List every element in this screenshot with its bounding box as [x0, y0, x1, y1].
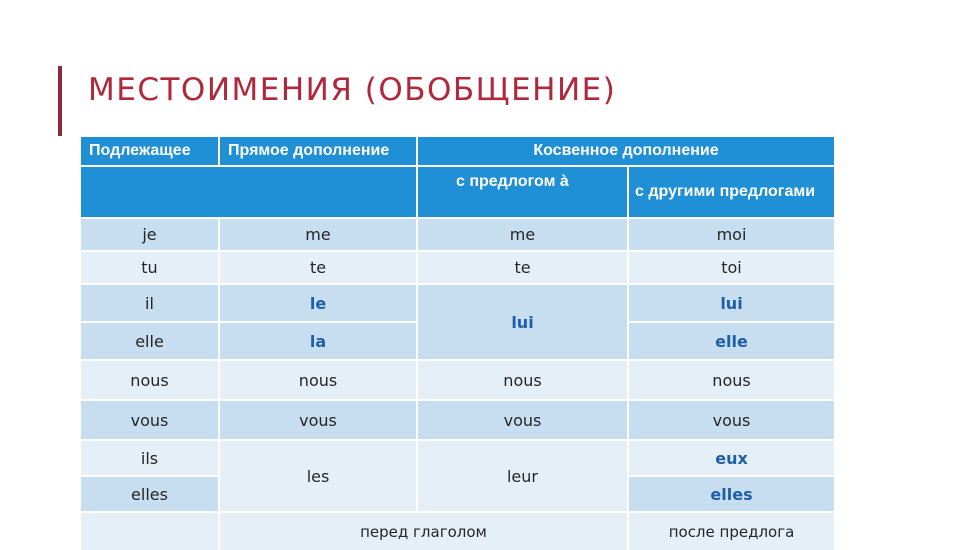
cell-indirect-other-elles: elles — [629, 477, 834, 511]
cell-indirect-other-vous: vous — [629, 401, 834, 439]
cell-direct-tu: te — [220, 252, 416, 283]
footer-blank — [81, 513, 218, 550]
cell-direct-3rd-plural: les — [220, 441, 416, 511]
cell-indirect-other-je: moi — [629, 219, 834, 250]
cell-subject-je: je — [81, 219, 218, 250]
cell-indirect-other-elle: elle — [629, 323, 834, 359]
cell-direct-nous: nous — [220, 361, 416, 399]
pronoun-table — [81, 137, 834, 550]
cell-direct-elle: la — [220, 323, 416, 359]
title-accent-bar — [58, 66, 62, 136]
cell-subject-elle: elle — [81, 323, 218, 359]
cell-direct-vous: vous — [220, 401, 416, 439]
cell-subject-ils: ils — [81, 441, 218, 475]
header-indirect-object: Косвенное дополнение — [418, 137, 834, 165]
slide-title: МЕСТОИМЕНИЯ (ОБОБЩЕНИЕ) — [88, 72, 617, 108]
header-blank — [81, 167, 416, 217]
cell-indirect-other-tu: toi — [629, 252, 834, 283]
header-direct-object: Прямое дополнение — [220, 137, 416, 165]
cell-direct-il: le — [220, 285, 416, 321]
cell-indirect-other-nous: nous — [629, 361, 834, 399]
cell-indirect-a-3rd-singular: lui — [418, 285, 627, 359]
cell-indirect-a-vous: vous — [418, 401, 627, 439]
footer-after-preposition — [629, 513, 834, 550]
cell-direct-je: me — [220, 219, 416, 250]
header-with-a: с предлогом à — [418, 167, 627, 217]
cell-indirect-a-je: me — [418, 219, 627, 250]
cell-subject-elles: elles — [81, 477, 218, 511]
cell-indirect-a-nous: nous — [418, 361, 627, 399]
cell-indirect-a-tu: te — [418, 252, 627, 283]
footer-before-verb-label: перед глаголом — [360, 522, 487, 541]
cell-indirect-a-3rd-plural: leur — [418, 441, 627, 511]
cell-indirect-other-ils: eux — [629, 441, 834, 475]
cell-subject-nous: nous — [81, 361, 218, 399]
cell-subject-vous: vous — [81, 401, 218, 439]
cell-indirect-other-il: lui — [629, 285, 834, 321]
cell-subject-il: il — [81, 285, 218, 321]
cell-subject-tu: tu — [81, 252, 218, 283]
footer-before-verb — [220, 513, 627, 550]
header-with-other-prepositions: с другими предлогами — [629, 167, 834, 217]
header-subject: Подлежащее — [81, 137, 218, 165]
footer-after-preposition-label: после предлога — [668, 522, 795, 541]
